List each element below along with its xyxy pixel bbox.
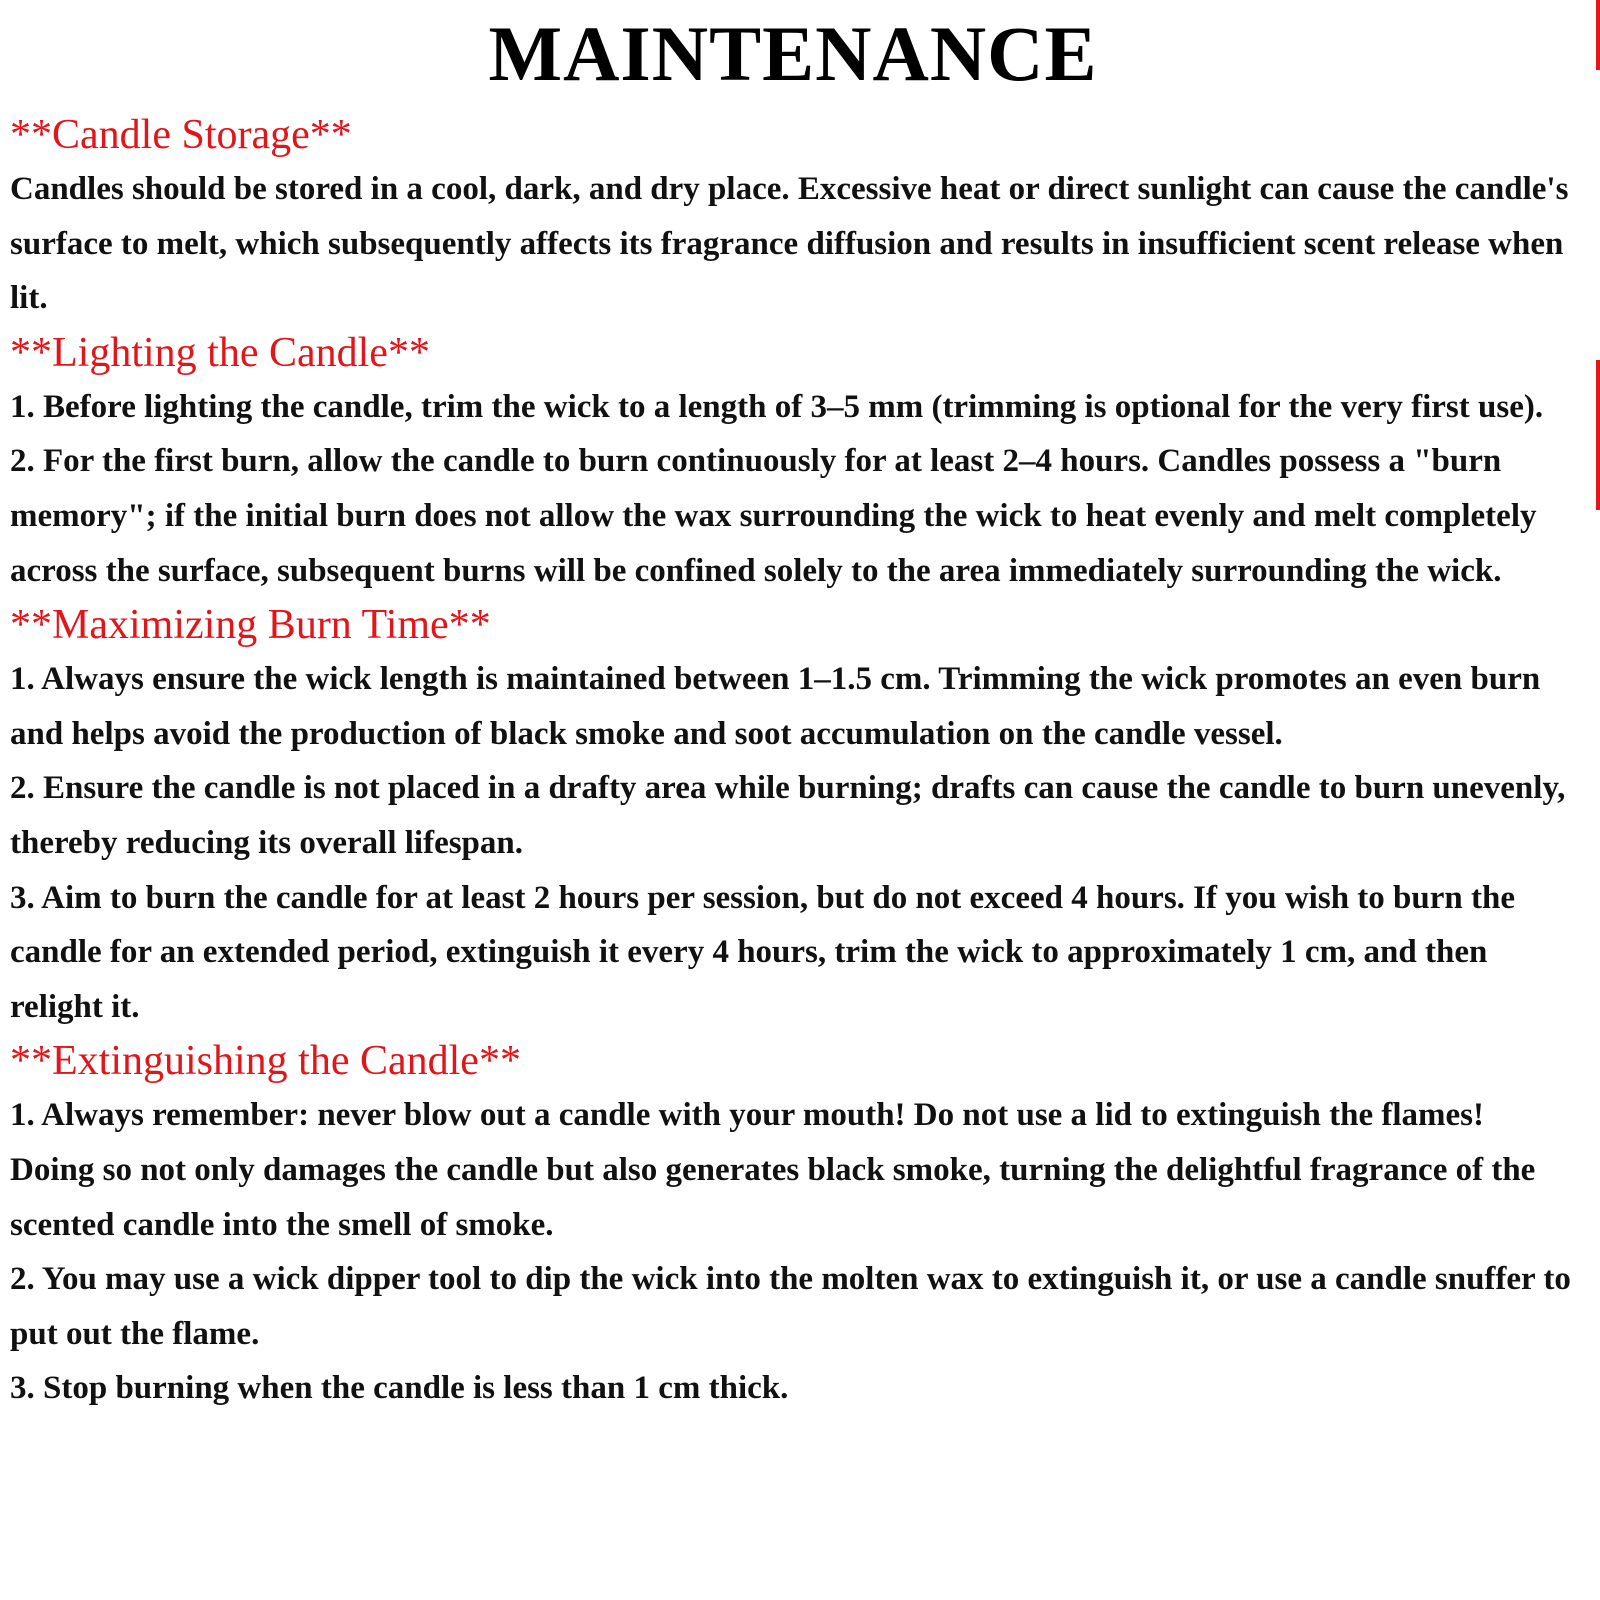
lighting-step-2: 2. For the first burn, allow the candle to burn continuously for at least 2–4 hours. Candles possess a "burn memory"; if the initial burn does not allow the wax surrounding the wick to heat evenly and melt completely across the surface, subsequent burns will be confined solely to the area immediately surrounding the wick.	[10, 443, 1537, 589]
extinguishing-step-3: 3. Stop burning when the candle is less than 1 cm thick.	[10, 1370, 789, 1407]
lighting-step-1: 1. Before lighting the candle, trim the wick to a length of 3–5 mm (trimming is optional for the very first use).	[10, 388, 1544, 425]
section-heading-burn-time: **Maximizing Burn Time**	[10, 602, 491, 649]
section-lighting	[10, 326, 1576, 598]
extinguishing-step-2: 2. You may use a wick dipper tool to dip the wick into the molten wax to extinguish it, or use a candle snuffer to put out the flame.	[10, 1261, 1571, 1352]
burn-time-step-1: 1. Always ensure the wick length is maintained between 1–1.5 cm. Trimming the wick promotes an even burn and helps avoid the production of black smoke and soot accumulation on the candle vessel.	[10, 661, 1541, 752]
storage-paragraph: Candles should be stored in a cool, dark, and dry place. Excessive heat or direct sunlight can cause the candle's surface to melt, which subsequently affects its fragrance diffusion and results in insufficient scent release when lit.	[10, 171, 1569, 317]
extinguishing-step-1: 1. Always remember: never blow out a candle with your mouth! Do not use a lid to extinguish the flames! Doing so not only damages the candle but also generates black smoke, turning the delightful fragrance of the scented candle into the smell of smoke.	[10, 1097, 1536, 1243]
burn-time-step-3: 3. Aim to burn the candle for at least 2 hours per session, but do not exceed 4 hours. If you wish to burn the candle for an extended period, extinguish it every 4 hours, trim the wick to approximately 1 cm, and then relight it.	[10, 879, 1515, 1025]
section-candle-storage	[10, 108, 1576, 326]
burn-time-step-2: 2. Ensure the candle is not placed in a drafty area while burning; drafts can cause the candle to burn unevenly, thereby reducing its overall lifespan.	[10, 770, 1566, 861]
right-edge-accent-middle	[1596, 360, 1600, 510]
section-burn-time	[10, 598, 1576, 1034]
right-edge-accent-top	[1596, 0, 1600, 70]
section-heading-extinguishing: **Extinguishing the Candle**	[10, 1038, 521, 1085]
page-title: MAINTENANCE	[488, 10, 1098, 97]
section-heading-candle-storage: **Candle Storage**	[10, 112, 352, 158]
section-extinguishing	[10, 1034, 1576, 1416]
section-heading-lighting: **Lighting the Candle**	[10, 329, 430, 376]
